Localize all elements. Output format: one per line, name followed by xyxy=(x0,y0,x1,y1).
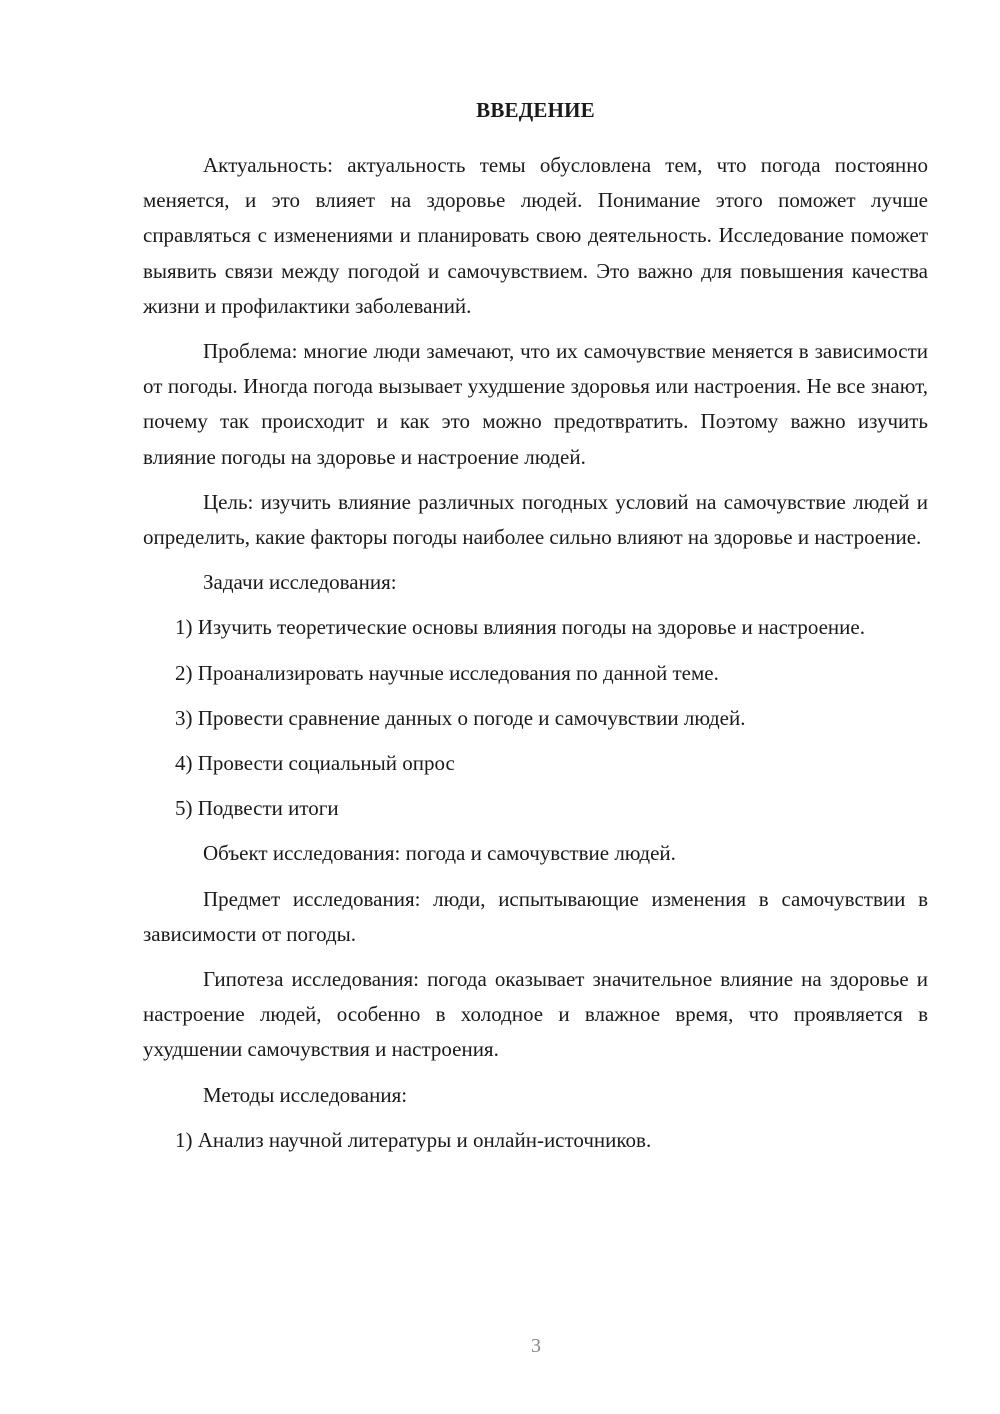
document-page xyxy=(143,92,928,1158)
task-item-2: 2) Проанализировать научные исследования по данной теме. xyxy=(175,660,719,685)
page-number: 3 xyxy=(531,1335,541,1357)
section-heading: ВВЕДЕНИЕ xyxy=(476,98,595,122)
relevance-paragraph: Актуальность: актуальность темы обусловлена тем, что погода постоянно меняется, и это влияет на здоровье людей. Понимание этого поможет лучше справляться с изменениями и планировать свою деятельность. Исследование поможет выявить связи между погодой и самочувствием. Это важно для повышения качества жизни и профилактики заболеваний. xyxy=(143,153,928,318)
hypothesis-paragraph: Гипотеза исследования: погода оказывает значительное влияние на здоровье и настроение людей, особенно в холодное и влажное время, что проявляется в ухудшении самочувствия и настроения. xyxy=(143,967,928,1062)
problem-paragraph: Проблема: многие люди замечают, что их самочувствие меняется в зависимости от погоды. Иногда погода вызывает ухудшение здоровья или настроения. Не все знают, почему так происходит и как это можно предотвратить. Поэтому важно изучить влияние погоды на здоровье и настроение людей. xyxy=(143,339,928,469)
task-item-1: 1) Изучить теоретические основы влияния погоды на здоровье и настроение. xyxy=(175,615,865,640)
object-paragraph: Объект исследования: погода и самочувствие людей. xyxy=(203,841,676,866)
tasks-title: Задачи исследования: xyxy=(203,570,397,595)
subject-paragraph: Предмет исследования: люди, испытывающие изменения в самочувствии в зависимости от погоды. xyxy=(143,886,928,946)
methods-title: Методы исследования: xyxy=(203,1082,408,1107)
method-item-1: 1) Анализ научной литературы и онлайн-источников. xyxy=(175,1127,652,1152)
task-item-4: 4) Провести социальный опрос xyxy=(175,751,455,776)
goal-paragraph: Цель: изучить влияние различных погодных условий на самочувствие людей и определить, какие факторы погоды наиболее сильно влияют на здоровье и настроение. xyxy=(143,489,928,550)
task-item-5: 5) Подвести итоги xyxy=(175,796,339,821)
task-item-3: 3) Провести сравнение данных о погоде и самочувствии людей. xyxy=(175,705,746,730)
